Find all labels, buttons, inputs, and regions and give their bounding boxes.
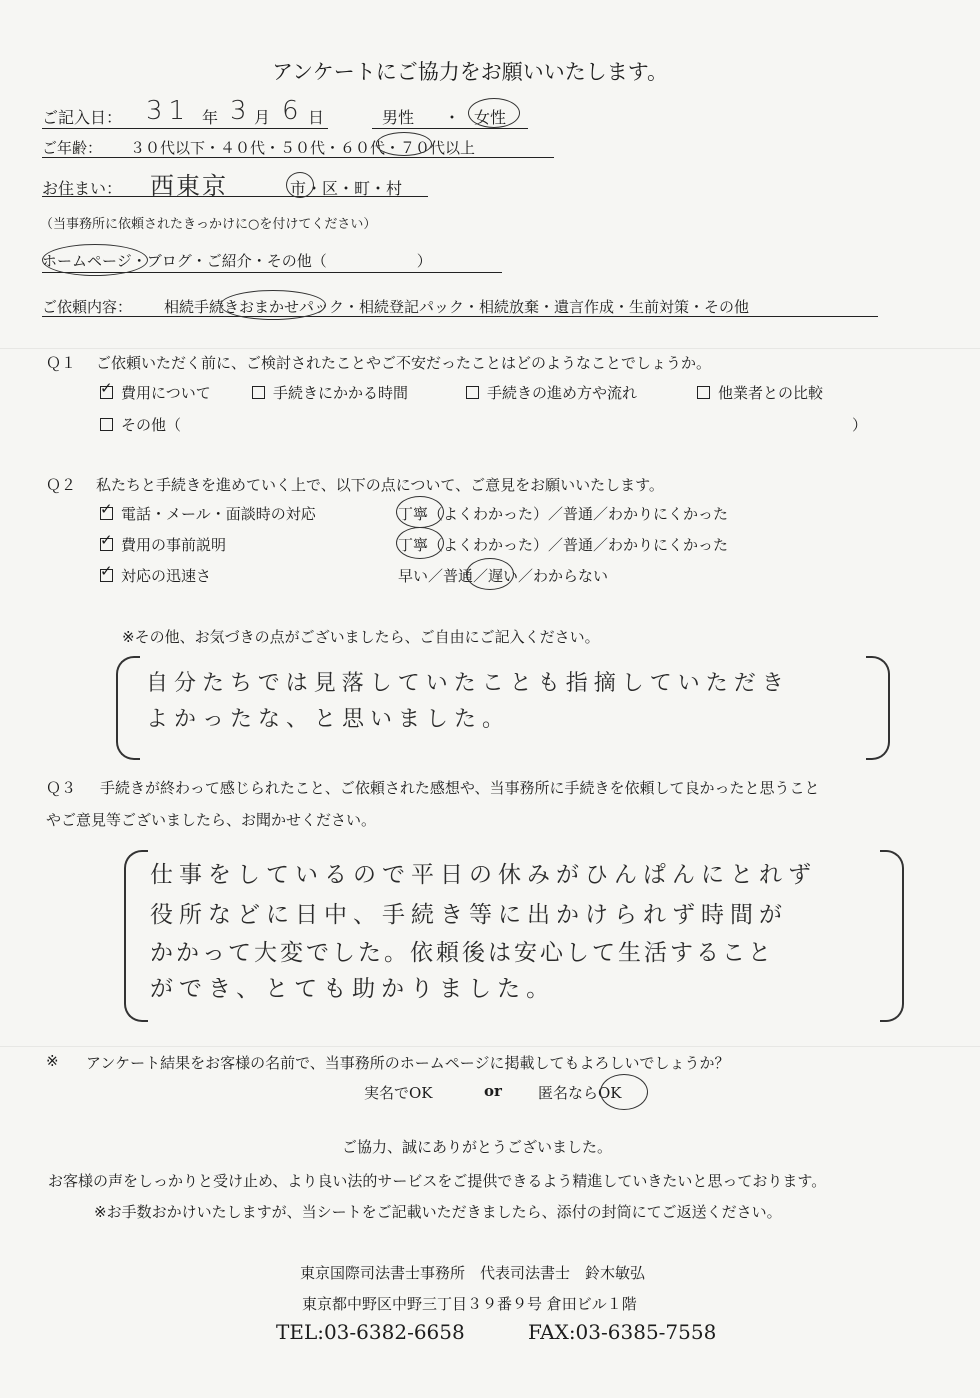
q3-answer-bracket-right bbox=[880, 850, 904, 1022]
q2-row-fee[interactable] bbox=[100, 534, 226, 555]
checkbox-icon[interactable] bbox=[466, 386, 479, 399]
q1-option-other-close: ） bbox=[852, 416, 868, 434]
q2-row-speed[interactable] bbox=[100, 565, 211, 586]
closing-message: お客様の声をしっかりと受け止め、より良い法的サービスをご提供できるよう精進していきたいと思っております。 bbox=[48, 1172, 827, 1190]
q2-answer-line-1: 自分たちでは見落していたことも指摘していただき bbox=[146, 671, 790, 696]
q2-row-fee-scale[interactable]: 丁寧（よくわかった）／普通／わかりにくかった bbox=[398, 536, 729, 554]
checkbox-checked-icon[interactable] bbox=[100, 386, 113, 399]
closing-note: ※お手数おかけいたしますが、当シートをご記載いただきましたら、添付の封筒にてご返送ください。 bbox=[94, 1203, 782, 1221]
checkbox-checked-icon[interactable] bbox=[100, 507, 113, 520]
gender-female[interactable]: 女性 bbox=[474, 108, 507, 127]
checkbox-icon[interactable] bbox=[252, 386, 265, 399]
reason-options[interactable]: ホームページ・ブログ・ご紹介・その他（ ） bbox=[42, 250, 502, 273]
q2-answer-bracket-left bbox=[116, 656, 140, 760]
q3-answer-line-3: かかって大変でした。依頼後は安心して生活すること bbox=[150, 940, 774, 966]
polite-circle-mark bbox=[396, 527, 444, 559]
q3-answer-line-2: 役所などに日中、手続き等に出かけられず時間が bbox=[150, 902, 788, 928]
q1-option-time[interactable] bbox=[252, 382, 408, 403]
normal-circle-mark bbox=[466, 558, 514, 590]
q2-row-speed-label: 対応の迅速さ bbox=[121, 567, 212, 585]
q1-option-other[interactable] bbox=[100, 414, 181, 435]
city-circle-mark bbox=[286, 172, 314, 198]
age-options[interactable]: ３０代以下・４０代・５０代・６０代・７０代以上 bbox=[130, 139, 476, 157]
q3-answer-line-4: ができ、とても助かりました。 bbox=[150, 976, 556, 1002]
q1-option-time-label: 手続きにかかる時間 bbox=[273, 384, 409, 402]
request-field bbox=[42, 294, 878, 317]
q1-question: ご依頼いただく前に、ご検討されたことやご不安だったことはどのようなことでしょうか。 bbox=[96, 354, 712, 372]
q2-other-prompt: ※その他、お気づきの点がございましたら、ご自由にご記入ください。 bbox=[122, 628, 600, 646]
q3-answer-bracket-left bbox=[124, 850, 148, 1022]
q3-answer-line-1: 仕事をしているので平日の休みがひんぱんにとれず bbox=[150, 862, 817, 888]
q1-number: Ｑ１ bbox=[46, 354, 77, 372]
q2-answer-line-2: よかったな、と思いました。 bbox=[146, 707, 511, 732]
reason-instruction: （当事務所に依頼されたきっかけに○を付けてください） bbox=[40, 217, 377, 232]
q2-row-fee-label: 費用の事前説明 bbox=[121, 536, 227, 554]
publish-option-real-name[interactable]: 実名でOK bbox=[364, 1084, 433, 1102]
q1-option-cost[interactable] bbox=[100, 382, 211, 403]
q2-row-contact-label: 電話・メール・面談時の対応 bbox=[121, 505, 316, 523]
q2-answer-bracket-right bbox=[866, 656, 890, 760]
q1-option-cost-label: 費用について bbox=[121, 384, 211, 402]
q3-question-line-1: 手続きが終わって感じられたこと、ご依頼された感想や、当事務所に手続きを依頼して良かったと思うこと bbox=[100, 779, 820, 797]
age-circle-mark bbox=[376, 132, 432, 156]
publish-mark: ※ bbox=[46, 1052, 59, 1070]
q2-question: 私たちと手続きを進めていく上で、以下の点について、ご意見をお願いいたします。 bbox=[96, 476, 664, 494]
address-label: お住まい： bbox=[42, 179, 123, 198]
female-circle-mark bbox=[468, 98, 520, 128]
age-field bbox=[42, 135, 554, 158]
publish-or: or bbox=[484, 1082, 502, 1100]
q1-option-process[interactable] bbox=[466, 382, 637, 403]
anonymous-ok-circle-mark bbox=[600, 1074, 648, 1110]
age-label: ご年齢： bbox=[42, 139, 103, 157]
q2-row-speed-scale[interactable]: 早い／普通／遅い／わからない bbox=[398, 567, 609, 585]
q1-option-compare[interactable] bbox=[697, 382, 823, 403]
date-day-unit: 日 bbox=[308, 108, 325, 127]
date-year-unit: 年 bbox=[202, 108, 219, 127]
checkbox-checked-icon[interactable] bbox=[100, 538, 113, 551]
date-month-unit: 月 bbox=[254, 108, 271, 127]
q1-option-other-label: その他（ bbox=[121, 416, 182, 434]
footer-office: 東京国際司法書士事務所 代表司法書士 鈴木敏弘 bbox=[300, 1264, 646, 1282]
q1-option-process-label: 手続きの進め方や流れ bbox=[487, 384, 638, 402]
q2-row-contact[interactable] bbox=[100, 503, 316, 524]
gender-separator: ・ bbox=[444, 108, 461, 127]
checkbox-checked-icon[interactable] bbox=[100, 569, 113, 582]
address-field bbox=[42, 168, 428, 200]
polite-circle-mark bbox=[396, 496, 444, 528]
publish-question: アンケート結果をお客様の名前で、当事務所のホームページに掲載してもよろしいでしょうか？ bbox=[86, 1054, 730, 1072]
footer-fax: FAX:03-6385-7558 bbox=[528, 1320, 717, 1344]
checkbox-icon[interactable] bbox=[100, 418, 113, 431]
page-title: アンケートにご協力をお願いいたします。 bbox=[272, 60, 669, 84]
closing-thanks: ご協力、誠にありがとうございました。 bbox=[342, 1138, 613, 1156]
q3-question-line-2: やご意見等ございましたら、お聞かせください。 bbox=[46, 811, 377, 829]
homepage-circle-mark bbox=[42, 244, 148, 276]
checkbox-icon[interactable] bbox=[697, 386, 710, 399]
date-year-value: 31 bbox=[146, 96, 192, 126]
gender-male[interactable]: 男性 bbox=[382, 108, 415, 127]
publish-option-anonymous[interactable]: 匿名ならOK bbox=[538, 1084, 622, 1102]
request-circle-mark bbox=[220, 290, 326, 320]
footer-address: 東京都中野区中野三丁目３９番９号 倉田ビル１階 bbox=[302, 1295, 637, 1313]
date-label: ご記入日： bbox=[42, 108, 123, 127]
address-value: 西東京 bbox=[150, 172, 228, 200]
date-field bbox=[42, 96, 328, 129]
request-label: ご依頼内容： bbox=[42, 298, 133, 316]
q1-option-compare-label: 他業者との比較 bbox=[718, 384, 824, 402]
date-month-value: 3 bbox=[230, 96, 253, 126]
q2-row-contact-scale[interactable]: 丁寧（よくわかった）／普通／わかりにくかった bbox=[398, 505, 729, 523]
q2-number: Ｑ２ bbox=[46, 476, 77, 494]
footer-tel: TEL:03-6382-6658 bbox=[276, 1320, 465, 1344]
q3-number: Ｑ３ bbox=[46, 779, 77, 797]
request-options[interactable]: 相続手続きおまかせパック・相続登記パック・相続放棄・遺言作成・生前対策・その他 bbox=[164, 298, 750, 316]
address-options[interactable]: 市・区・町・村 bbox=[290, 179, 403, 198]
date-day-value: 6 bbox=[282, 96, 305, 126]
